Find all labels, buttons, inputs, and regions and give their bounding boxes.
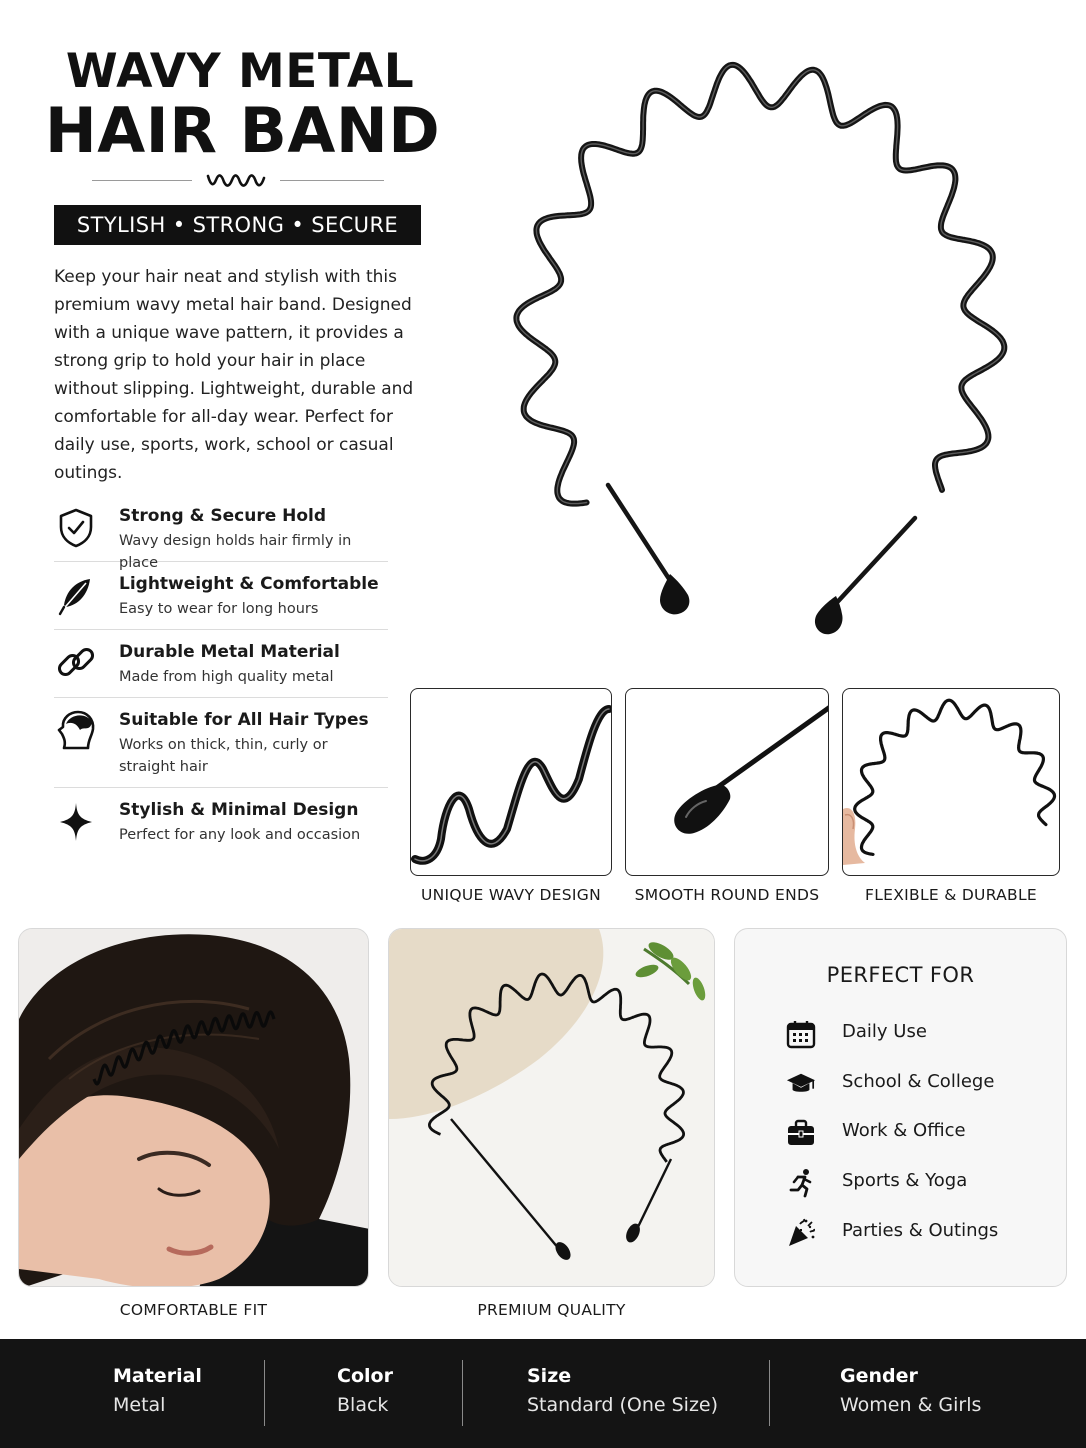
feather-icon	[54, 574, 98, 618]
spec-color	[337, 1365, 393, 1416]
spec-size	[527, 1365, 718, 1416]
detail-image-flexible	[842, 688, 1060, 876]
detail-image-round-ends	[625, 688, 829, 876]
feature-item	[54, 500, 388, 571]
detail-caption-ends: SMOOTH ROUND ENDS	[634, 886, 820, 904]
feature-title: Suitable for All Hair Types	[119, 710, 369, 730]
feature-desc: Made from high quality metal	[119, 669, 334, 685]
detail-caption-wavy: UNIQUE WAVY DESIGN	[420, 886, 601, 904]
use-item-sports	[786, 1166, 1066, 1198]
detail-caption-flexible: FLEXIBLE & DURABLE	[864, 886, 1038, 904]
divider-right	[280, 180, 384, 181]
spec-divider	[264, 1360, 265, 1426]
party-popper-icon	[786, 1218, 816, 1248]
use-item-daily	[786, 1017, 1066, 1049]
use-item-parties	[786, 1216, 1066, 1248]
spec-value: Black	[337, 1394, 389, 1416]
spec-gender	[840, 1365, 981, 1416]
title-line-2: HAIR BAND	[44, 94, 441, 167]
product-description: Keep your hair neat and stylish with this premium wavy metal hair band. Designed with a unique wave pattern, it provides a strong grip to hold your hair in place without slipping. Lightweight, durable and comfortable for all-day wear. Perfect for daily use, sports, work, school or casual outings.	[54, 267, 414, 483]
spec-label: Gender	[840, 1365, 918, 1387]
hairband-hero-image	[470, 40, 1070, 660]
photo-premium-quality	[388, 928, 715, 1287]
graduation-cap-icon	[786, 1069, 816, 1099]
feature-title: Durable Metal Material	[119, 642, 340, 662]
use-item-work	[786, 1116, 1066, 1148]
photo-woman-wearing-band	[18, 928, 369, 1287]
use-item-label: Daily Use	[842, 1021, 927, 1042]
detail-image-wavy	[410, 688, 612, 876]
spec-divider	[769, 1360, 770, 1426]
briefcase-icon	[786, 1118, 816, 1148]
use-item-label: Parties & Outings	[842, 1220, 999, 1241]
feature-title: Strong & Secure Hold	[119, 506, 327, 526]
spec-material	[113, 1365, 202, 1416]
feature-desc: Perfect for any look and occasion	[119, 827, 361, 843]
feature-item	[54, 562, 388, 630]
feature-title: Lightweight & Comfortable	[119, 574, 379, 594]
running-icon	[786, 1168, 816, 1198]
spec-label: Color	[337, 1365, 393, 1387]
feature-item	[54, 698, 388, 788]
feature-desc: Works on thick, thin, curly or straight hair	[119, 737, 328, 775]
shield-check-icon	[54, 506, 98, 550]
feature-title: Stylish & Minimal Design	[119, 800, 359, 820]
calendar-icon	[786, 1019, 816, 1049]
spec-value: Standard (One Size)	[527, 1394, 719, 1416]
perfect-for-title: PERFECT FOR	[826, 963, 975, 987]
use-item-school	[786, 1067, 1066, 1099]
spec-label: Size	[527, 1365, 572, 1387]
photo-caption-fit: COMFORTABLE FIT	[119, 1301, 268, 1319]
spec-value: Women & Girls	[840, 1394, 982, 1416]
divider-left	[92, 180, 192, 181]
head-profile-icon	[54, 710, 98, 754]
feature-item	[54, 788, 388, 852]
feature-item	[54, 630, 388, 698]
use-item-label: School & College	[842, 1071, 995, 1092]
spec-divider	[462, 1360, 463, 1426]
spec-label: Material	[113, 1365, 202, 1387]
use-item-label: Sports & Yoga	[842, 1170, 968, 1191]
spec-value: Metal	[113, 1394, 166, 1416]
feature-desc: Wavy design holds hair firmly in place	[119, 533, 352, 571]
sparkle-icon	[54, 800, 98, 844]
tagline-banner: STYLISH • STRONG • SECURE	[54, 205, 421, 245]
feature-desc: Easy to wear for long hours	[119, 601, 319, 617]
photo-caption-quality: PREMIUM QUALITY	[477, 1301, 626, 1319]
wave-divider-icon	[206, 168, 268, 192]
use-item-label: Work & Office	[842, 1120, 966, 1141]
link-icon	[54, 640, 98, 684]
title-line-1: WAVY METAL	[65, 44, 415, 99]
